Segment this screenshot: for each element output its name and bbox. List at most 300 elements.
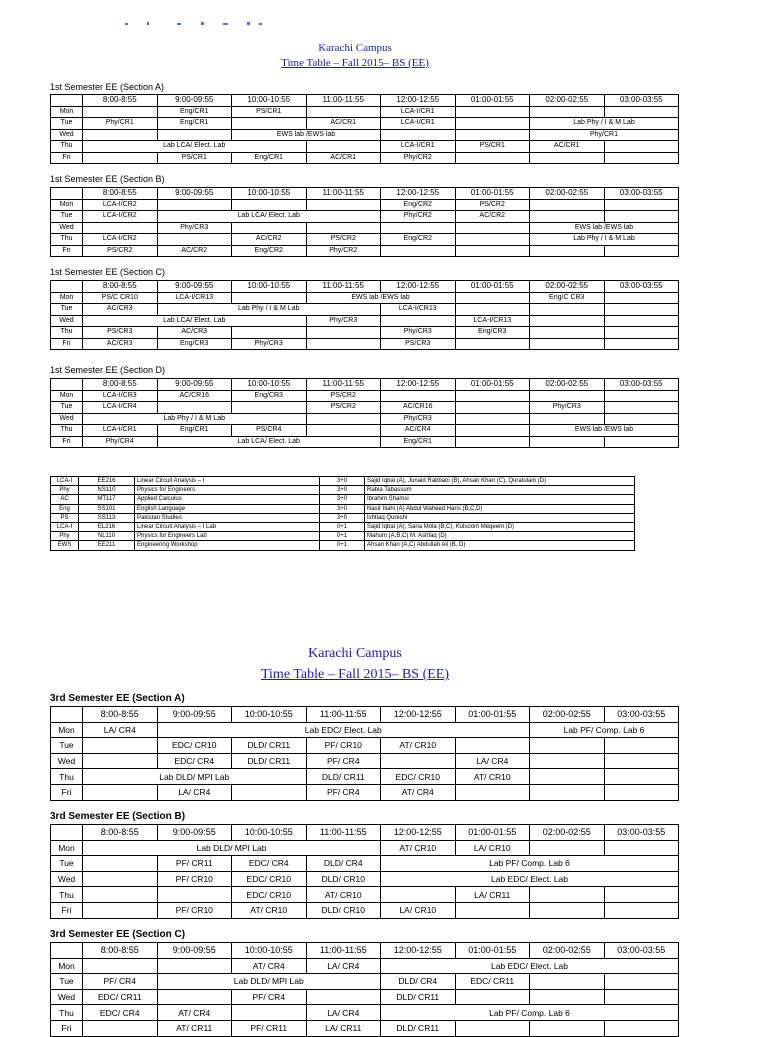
class-cell <box>232 784 307 800</box>
class-cell: PS/CR3 <box>83 327 158 339</box>
legend-row <box>51 477 635 486</box>
day-label: Fri <box>51 1020 83 1036</box>
day-label: Thu <box>51 327 83 339</box>
class-cell: Eng/CR3 <box>455 327 530 339</box>
day-row <box>51 413 679 425</box>
instructors: Sajid Iqbal (A), Sana Mola (B,C), Kulsoom Meqeem (D) <box>365 522 635 531</box>
class-cell: DLD/ CR10 <box>306 871 381 887</box>
class-cell <box>232 327 307 339</box>
class-cell: PS/CR4 <box>232 425 307 437</box>
class-cell: Eng/CR3 <box>157 338 232 350</box>
class-cell: PF/ CR10 <box>306 738 381 754</box>
class-cell: LA/ CR10 <box>381 902 456 918</box>
class-cell <box>381 129 456 141</box>
class-cell <box>604 199 679 211</box>
time-slot-header: 9:00-09:55 <box>157 943 232 959</box>
scan-artifact <box>125 14 265 22</box>
time-slot-header: 12:00-12:55 <box>381 379 456 391</box>
class-cell: LCA-I/CR13 <box>381 304 456 316</box>
legend-row <box>51 513 635 522</box>
class-cell <box>83 222 158 234</box>
class-cell: EDC/ CR4 <box>157 753 232 769</box>
class-cell <box>232 1005 307 1021</box>
class-cell: DLD/ CR11 <box>381 989 456 1005</box>
day-label: Fri <box>51 902 83 918</box>
class-cell <box>306 222 381 234</box>
class-cell: AC/CR16 <box>157 390 232 402</box>
day-row <box>51 141 679 153</box>
class-cell: PS/CR1 <box>232 106 307 118</box>
instructors: Ishtiaq Qureshi <box>365 513 635 522</box>
time-slot-header: 11:00-11:55 <box>306 188 381 200</box>
class-cell: Phy/CR2 <box>381 211 456 223</box>
instructors: Sajid Iqbal (A), Junaid Rabbani (B), Ahsan Khan (C), Quratulain (D) <box>365 477 635 486</box>
class-cell <box>306 425 381 437</box>
day-row <box>51 245 679 257</box>
class-cell <box>83 129 158 141</box>
class-cell <box>604 738 679 754</box>
course-code: NS110 <box>79 486 135 495</box>
day-row <box>51 222 679 234</box>
class-cell: EDC/ CR10 <box>157 738 232 754</box>
class-cell: EWS lab /EWS lab <box>530 425 679 437</box>
day-row <box>51 871 679 887</box>
class-cell: PS/CR2 <box>306 402 381 414</box>
class-cell <box>232 402 307 414</box>
time-slot-header: 12:00-12:55 <box>381 943 456 959</box>
day-label: Fri <box>51 245 83 257</box>
time-header-row <box>51 188 679 200</box>
class-cell: LCA-I/CR3 <box>83 390 158 402</box>
class-cell: AC/CR3 <box>83 338 158 350</box>
day-row <box>51 722 679 738</box>
day-label: Wed <box>51 413 83 425</box>
class-cell: EDC/ CR10 <box>381 769 456 785</box>
legend-row <box>51 541 635 550</box>
class-cell: Lab EDC/ Elect. Lab <box>157 722 530 738</box>
class-cell: PF/ CR4 <box>306 784 381 800</box>
class-cell: LA/ CR11 <box>306 1020 381 1036</box>
timetable <box>50 378 679 448</box>
class-cell: Phy/CR2 <box>381 152 456 164</box>
class-cell <box>83 106 158 118</box>
day-row <box>51 199 679 211</box>
timetable <box>50 942 679 1037</box>
class-cell: PS/CR1 <box>455 141 530 153</box>
class-cell: PS/CR2 <box>306 390 381 402</box>
time-header-row <box>51 95 679 107</box>
class-cell <box>83 152 158 164</box>
credit-hours: 3+0 <box>320 486 365 495</box>
day-label: Thu <box>51 887 83 903</box>
class-cell: Eng/CR1 <box>157 118 232 130</box>
class-cell: LCA-I/CR2 <box>83 211 158 223</box>
class-cell: AT/ CR10 <box>381 738 456 754</box>
class-cell <box>232 222 307 234</box>
time-slot-header: 01:00-01:55 <box>455 188 530 200</box>
day-label: Mon <box>51 199 83 211</box>
time-slot-header: 02:00-02:55 <box>530 379 605 391</box>
class-cell: Lab DLD/ MPI Lab <box>83 769 307 785</box>
time-slot-header: 9:00-09:55 <box>157 707 232 723</box>
section-title: 1st Semester EE (Section C) <box>50 267 166 277</box>
class-cell: LCA-I/CR1 <box>381 141 456 153</box>
class-cell <box>604 292 679 304</box>
class-cell <box>83 1020 158 1036</box>
class-cell <box>455 784 530 800</box>
day-row <box>51 152 679 164</box>
class-cell <box>381 315 456 327</box>
class-cell: EDC/ CR10 <box>232 871 307 887</box>
time-slot-header: 10:00-10:55 <box>232 281 307 293</box>
instructors: Mahum (A,B,C) M. Ashfaq (D) <box>365 532 635 541</box>
day-row <box>51 390 679 402</box>
class-cell: LCA-I/CR2 <box>83 234 158 246</box>
class-cell <box>381 753 456 769</box>
time-slot-header: 01:00-01:55 <box>455 95 530 107</box>
time-slot-header: 03:00-03:55 <box>604 188 679 200</box>
corner-cell <box>51 943 83 959</box>
class-cell <box>455 129 530 141</box>
class-cell: AT/ CR10 <box>232 902 307 918</box>
class-cell: AC/CR1 <box>306 152 381 164</box>
day-row <box>51 292 679 304</box>
day-row <box>51 436 679 448</box>
day-label: Tue <box>51 211 83 223</box>
legend-row <box>51 495 635 504</box>
day-label: Mon <box>51 840 83 856</box>
day-row <box>51 887 679 903</box>
class-cell: EWS lab /EWS lab <box>530 222 679 234</box>
class-cell <box>455 1020 530 1036</box>
class-cell <box>530 738 605 754</box>
class-cell <box>530 989 605 1005</box>
class-cell: DLD/ CR11 <box>306 769 381 785</box>
page-header <box>0 643 710 685</box>
day-label: Tue <box>51 304 83 316</box>
class-cell <box>530 315 605 327</box>
course-abbr: PS <box>51 513 79 522</box>
time-slot-header: 03:00-03:55 <box>604 281 679 293</box>
class-cell: PF/ CR10 <box>157 871 232 887</box>
class-cell: DLD/ CR11 <box>381 1020 456 1036</box>
day-label: Thu <box>51 1005 83 1021</box>
legend-row <box>51 532 635 541</box>
time-slot-header: 8:00-8:55 <box>83 943 158 959</box>
timetable-title: Time Table – Fall 2015– BS (EE) <box>281 57 429 69</box>
class-cell: PS/CR1 <box>157 152 232 164</box>
time-slot-header: 10:00-10:55 <box>232 95 307 107</box>
class-cell <box>232 199 307 211</box>
timetable-title: Time Table – Fall 2015– BS (EE) <box>260 667 450 682</box>
class-cell: LA/ CR10 <box>455 840 530 856</box>
class-cell: Eng/CR1 <box>232 152 307 164</box>
day-row <box>51 840 679 856</box>
class-cell: AT/ CR4 <box>157 1005 232 1021</box>
time-slot-header: 9:00-09:55 <box>157 825 232 841</box>
class-cell: EDC/ CR4 <box>232 856 307 872</box>
class-cell: Phy/CR3 <box>157 222 232 234</box>
day-row <box>51 958 679 974</box>
class-cell: LCA-I/CR4 <box>83 402 158 414</box>
course-abbr: LCA-I <box>51 522 79 531</box>
credit-hours: 3+0 <box>320 495 365 504</box>
credit-hours: 0+1 <box>320 532 365 541</box>
time-header-row <box>51 943 679 959</box>
class-cell: PS/CR2 <box>306 234 381 246</box>
day-row <box>51 1020 679 1036</box>
class-cell <box>530 152 605 164</box>
class-cell <box>530 245 605 257</box>
class-cell <box>83 887 158 903</box>
time-slot-header: 01:00-01:55 <box>455 379 530 391</box>
page-header <box>0 41 710 71</box>
class-cell <box>306 989 381 1005</box>
class-cell: LA/ CR4 <box>157 784 232 800</box>
course-abbr: EWS <box>51 541 79 550</box>
class-cell: Lab DLD/ MPI Lab <box>83 840 381 856</box>
corner-cell <box>51 281 83 293</box>
class-cell: Eng/CR1 <box>157 425 232 437</box>
class-cell: LCA-I/CR1 <box>381 118 456 130</box>
campus-title: Karachi Campus <box>308 646 402 661</box>
day-row <box>51 784 679 800</box>
timetable <box>50 280 679 350</box>
time-slot-header: 12:00-12:55 <box>381 707 456 723</box>
time-slot-header: 02:00-02:55 <box>530 825 605 841</box>
class-cell: Eng/CR2 <box>232 245 307 257</box>
class-cell <box>157 199 232 211</box>
time-slot-header: 12:00-12:55 <box>381 188 456 200</box>
section-title: 1st Semester EE (Section B) <box>50 174 165 184</box>
class-cell <box>455 234 530 246</box>
class-cell: Phy/CR3 <box>381 413 456 425</box>
day-row <box>51 118 679 130</box>
course-abbr: Eng <box>51 504 79 513</box>
section-title: 3rd Semester EE (Section B) <box>50 811 186 822</box>
day-row <box>51 402 679 414</box>
class-cell: LA/ CR11 <box>455 887 530 903</box>
class-cell <box>455 222 530 234</box>
day-row <box>51 327 679 339</box>
class-cell <box>306 327 381 339</box>
class-cell <box>604 887 679 903</box>
day-label: Mon <box>51 958 83 974</box>
class-cell <box>604 1020 679 1036</box>
time-slot-header: 9:00-09:55 <box>157 379 232 391</box>
time-slot-header: 11:00-11:55 <box>306 825 381 841</box>
time-slot-header: 02:00-02:55 <box>530 707 605 723</box>
class-cell: AT/ CR4 <box>381 784 456 800</box>
class-cell <box>455 338 530 350</box>
course-code: SS113 <box>79 513 135 522</box>
course-name: Linear Circuit Analysis – I Lab <box>135 522 320 531</box>
instructors: Nasir Iliahi (A) Abdul Waheed Haris (B,C,D) <box>365 504 635 513</box>
class-cell: PS/CR2 <box>83 245 158 257</box>
class-cell <box>381 390 456 402</box>
day-row <box>51 1005 679 1021</box>
class-cell: AC/CR4 <box>381 425 456 437</box>
time-slot-header: 8:00-8:55 <box>83 281 158 293</box>
class-cell <box>455 118 530 130</box>
class-cell: DLD/ CR4 <box>306 856 381 872</box>
class-cell: Lab LCA/ Elect. Lab <box>157 211 381 223</box>
class-cell: LCA-I/CR1 <box>381 106 456 118</box>
class-cell <box>232 118 307 130</box>
class-cell: AC/CR1 <box>530 141 605 153</box>
class-cell: Phy/CR4 <box>83 436 158 448</box>
course-code: EL216 <box>79 522 135 531</box>
time-slot-header: 11:00-11:55 <box>306 379 381 391</box>
course-code: SS101 <box>79 504 135 513</box>
class-cell: Lab Phy / I & M Lab <box>530 234 679 246</box>
day-row <box>51 856 679 872</box>
class-cell <box>604 390 679 402</box>
class-cell <box>83 871 158 887</box>
class-cell: LA/ CR4 <box>455 753 530 769</box>
time-slot-header: 02:00-02:55 <box>530 95 605 107</box>
class-cell: AC/CR2 <box>157 245 232 257</box>
class-cell <box>530 887 605 903</box>
class-cell <box>530 327 605 339</box>
class-cell: EDC/ CR10 <box>232 887 307 903</box>
time-slot-header: 8:00-8:55 <box>83 379 158 391</box>
time-slot-header: 8:00-8:55 <box>83 707 158 723</box>
class-cell <box>530 840 605 856</box>
credit-hours: 3+0 <box>320 513 365 522</box>
time-slot-header: 8:00-8:55 <box>83 95 158 107</box>
day-label: Wed <box>51 315 83 327</box>
day-row <box>51 338 679 350</box>
class-cell: DLD/ CR11 <box>232 738 307 754</box>
class-cell <box>604 840 679 856</box>
class-cell <box>381 887 456 903</box>
class-cell: Lab Phy / I & M Lab <box>157 304 381 316</box>
class-cell <box>455 738 530 754</box>
corner-cell <box>51 707 83 723</box>
class-cell <box>306 141 381 153</box>
class-cell: LA/ CR4 <box>306 958 381 974</box>
course-name: Pakistan Studies <box>135 513 320 522</box>
time-slot-header: 9:00-09:55 <box>157 95 232 107</box>
class-cell: Lab LCA/ Elect. Lab <box>83 141 307 153</box>
class-cell <box>455 413 530 425</box>
course-abbr: LCA-I <box>51 477 79 486</box>
class-cell <box>157 887 232 903</box>
day-label: Mon <box>51 106 83 118</box>
class-cell <box>604 753 679 769</box>
class-cell <box>530 1020 605 1036</box>
class-cell <box>530 390 605 402</box>
class-cell: AC/CR3 <box>83 304 158 316</box>
class-cell <box>455 245 530 257</box>
class-cell: DLD/ CR11 <box>232 753 307 769</box>
section-title: 3rd Semester EE (Section C) <box>50 929 186 940</box>
class-cell <box>455 106 530 118</box>
class-cell <box>604 989 679 1005</box>
time-slot-header: 03:00-03:55 <box>604 943 679 959</box>
class-cell <box>83 753 158 769</box>
day-row <box>51 753 679 769</box>
timetable <box>50 94 679 164</box>
course-name: English Language <box>135 504 320 513</box>
class-cell: PF/ CR4 <box>83 974 158 990</box>
class-cell <box>83 958 158 974</box>
class-cell: AT/ CR10 <box>306 887 381 903</box>
day-row <box>51 304 679 316</box>
class-cell: Phy/CR3 <box>381 327 456 339</box>
class-cell: Lab LCA/ Elect. Lab <box>157 436 381 448</box>
class-cell <box>157 129 232 141</box>
course-code: EE211 <box>79 541 135 550</box>
class-cell: EDC/ CR11 <box>455 974 530 990</box>
class-cell <box>604 902 679 918</box>
class-cell <box>157 958 232 974</box>
day-row <box>51 989 679 1005</box>
class-cell: Eng/CR2 <box>381 234 456 246</box>
class-cell <box>530 304 605 316</box>
class-cell <box>604 338 679 350</box>
class-cell: AC/CR2 <box>232 234 307 246</box>
class-cell: PF/ CR11 <box>232 1020 307 1036</box>
class-cell <box>455 989 530 1005</box>
time-header-row <box>51 379 679 391</box>
time-slot-header: 12:00-12:55 <box>381 281 456 293</box>
corner-cell <box>51 95 83 107</box>
corner-cell <box>51 825 83 841</box>
section-title: 1st Semester EE (Section A) <box>50 82 165 92</box>
time-slot-header: 01:00-01:55 <box>455 281 530 293</box>
course-abbr: Phy <box>51 486 79 495</box>
class-cell <box>157 989 232 1005</box>
day-row <box>51 738 679 754</box>
day-label: Tue <box>51 856 83 872</box>
class-cell: Lab PF/ Comp. Lab 6 <box>381 856 679 872</box>
time-header-row <box>51 825 679 841</box>
legend-row <box>51 486 635 495</box>
class-cell <box>455 292 530 304</box>
class-cell: LCA-I/CR13 <box>455 315 530 327</box>
class-cell: Eng/CR2 <box>381 199 456 211</box>
class-cell: AT/ CR10 <box>381 840 456 856</box>
class-cell <box>604 402 679 414</box>
timetable <box>50 187 679 257</box>
class-cell <box>604 327 679 339</box>
section-title: 1st Semester EE (Section D) <box>50 365 166 375</box>
time-slot-header: 01:00-01:55 <box>455 825 530 841</box>
class-cell: DLD/ CR4 <box>381 974 456 990</box>
time-header-row <box>51 707 679 723</box>
day-label: Wed <box>51 989 83 1005</box>
class-cell: Lab Phy / I & M Lab <box>530 118 679 130</box>
class-cell: Phy/CR1 <box>83 118 158 130</box>
class-cell: Phy/CR3 <box>306 315 381 327</box>
day-row <box>51 425 679 437</box>
day-label: Mon <box>51 722 83 738</box>
class-cell <box>83 784 158 800</box>
time-slot-header: 01:00-01:55 <box>455 943 530 959</box>
time-slot-header: 11:00-11:55 <box>306 943 381 959</box>
class-cell: Phy/CR1 <box>530 129 679 141</box>
class-cell: Phy/CR2 <box>306 245 381 257</box>
course-name: Applied Calculus <box>135 495 320 504</box>
day-label: Fri <box>51 338 83 350</box>
class-cell: Lab DLD/ MPI Lab <box>157 974 381 990</box>
timetable <box>50 824 679 919</box>
time-slot-header: 03:00-03:55 <box>604 379 679 391</box>
day-label: Thu <box>51 769 83 785</box>
class-cell <box>530 974 605 990</box>
